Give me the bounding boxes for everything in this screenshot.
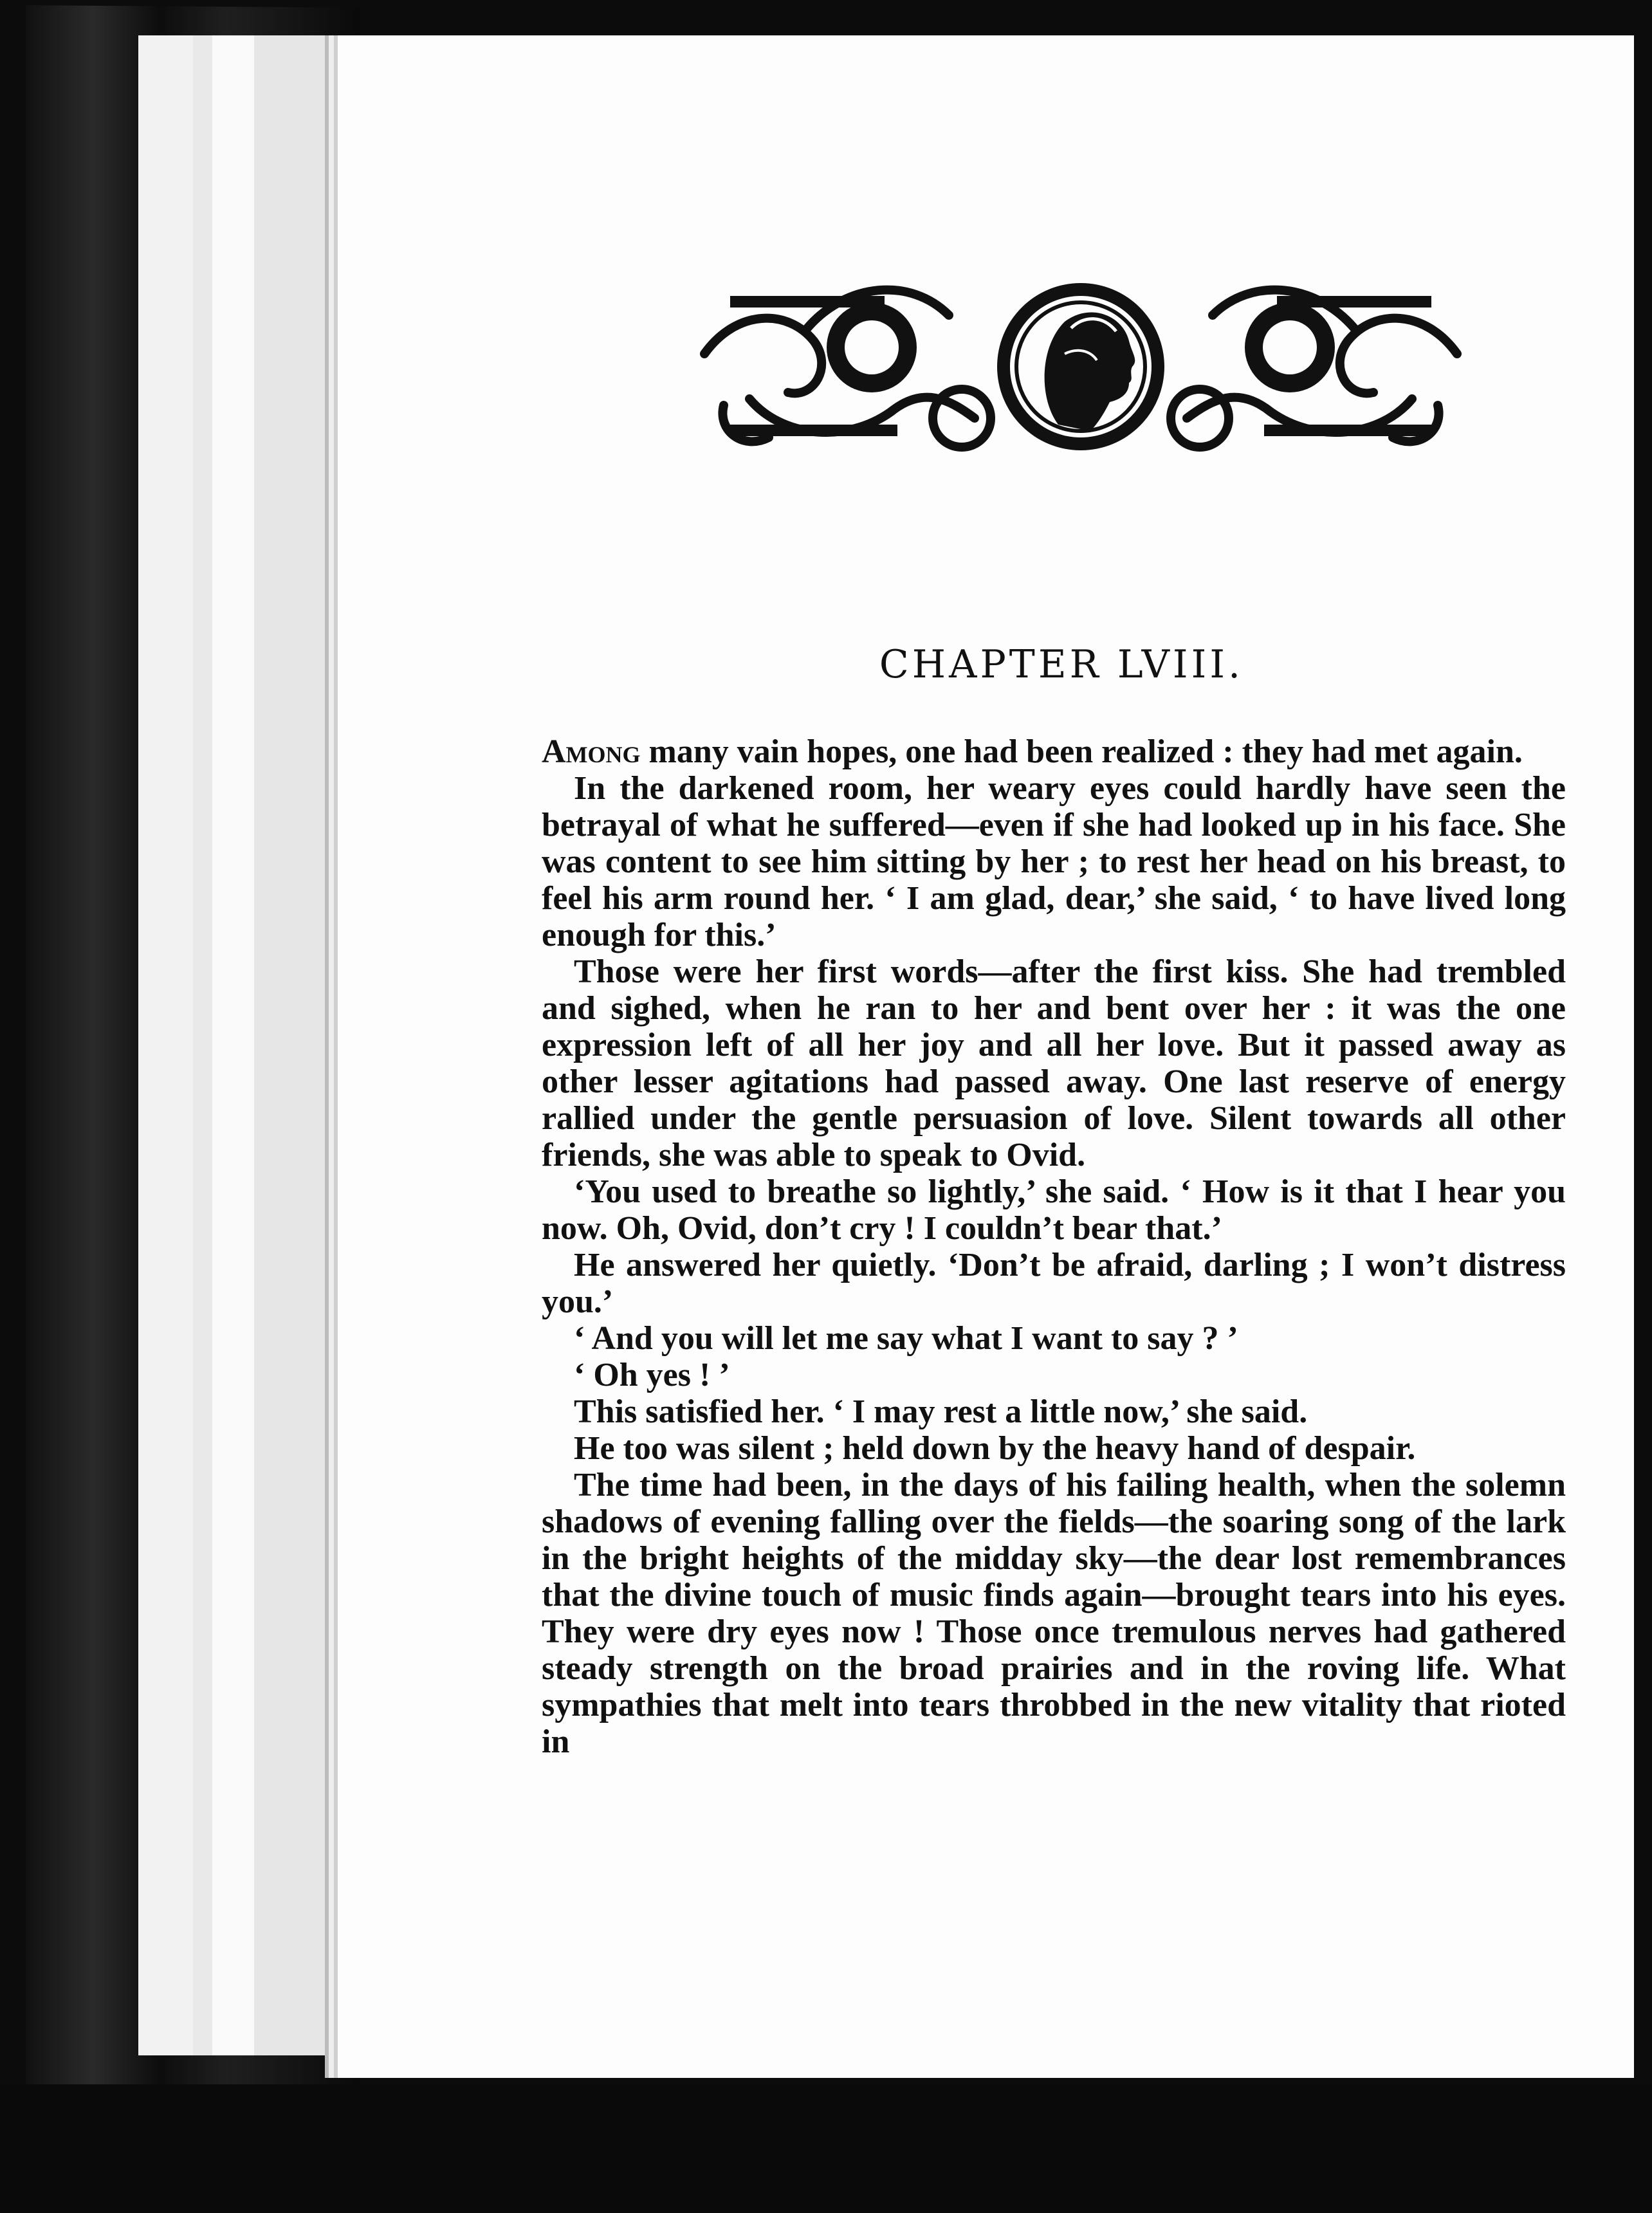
- paragraph: ‘ Oh yes ! ’: [574, 1357, 730, 1393]
- paragraph: Those were her first words—after the first kiss. She had trembled and sighed, when he ran to her and bent over her : it was the one expression left of all her joy and all her love. But it passed away as other lesser agitations had passed away. One last reserve of energy rallied under the gentle persuasion of love. Silent towards all other friends, she was able to speak to Ovid.: [542, 953, 1566, 1173]
- paragraph: ‘ And you will let me say what I want to say ? ’: [574, 1320, 1238, 1357]
- paragraph: He answered her quietly. ‘Don’t be afraid, darling ; I won’t distress you.’: [542, 1247, 1566, 1320]
- paragraph: Among many vain hopes, one had been realized : they had met again.: [542, 733, 1523, 770]
- paragraph: The time had been, in the days of his failing health, when the solemn shadows of evening falling over the fields—the soaring song of the lark in the bright heights of the midday sky—the dear lost remembrances that the divine touch of music finds again—brought tears into his eyes. They were dry eyes now ! Those once tremulous nerves had gathered steady strength on the broad prairies and in the roving life. What sympathies that melt into tears throbbed in the new vitality that rioted in: [542, 1467, 1566, 1760]
- headpiece-medallion-icon: [679, 270, 1483, 476]
- chapter-heading: CHAPTER LVIII.: [879, 642, 1244, 687]
- paragraph: He too was silent ; held down by the heavy hand of despair.: [574, 1430, 1416, 1467]
- paragraph: In the darkened room, her weary eyes could hardly have seen the betrayal of what he suffered—even if she had looked up in his face. She was content to see him sitting by her ; to rest her head on his breast, to feel his arm round her. ‘ I am glad, dear,’ she said, ‘ to have lived long enough for this.’: [542, 770, 1566, 953]
- body-text: [542, 733, 1566, 1760]
- paragraph: This satisfied her. ‘ I may rest a little now,’ she said.: [574, 1393, 1308, 1430]
- paragraph: ‘You used to breathe so lightly,’ she said. ‘ How is it that I hear you now. Oh, Ovid, don’t cry ! I couldn’t bear that.’: [542, 1173, 1566, 1247]
- drop-word: Among: [542, 733, 641, 770]
- scan-border: [0, 2084, 1652, 2213]
